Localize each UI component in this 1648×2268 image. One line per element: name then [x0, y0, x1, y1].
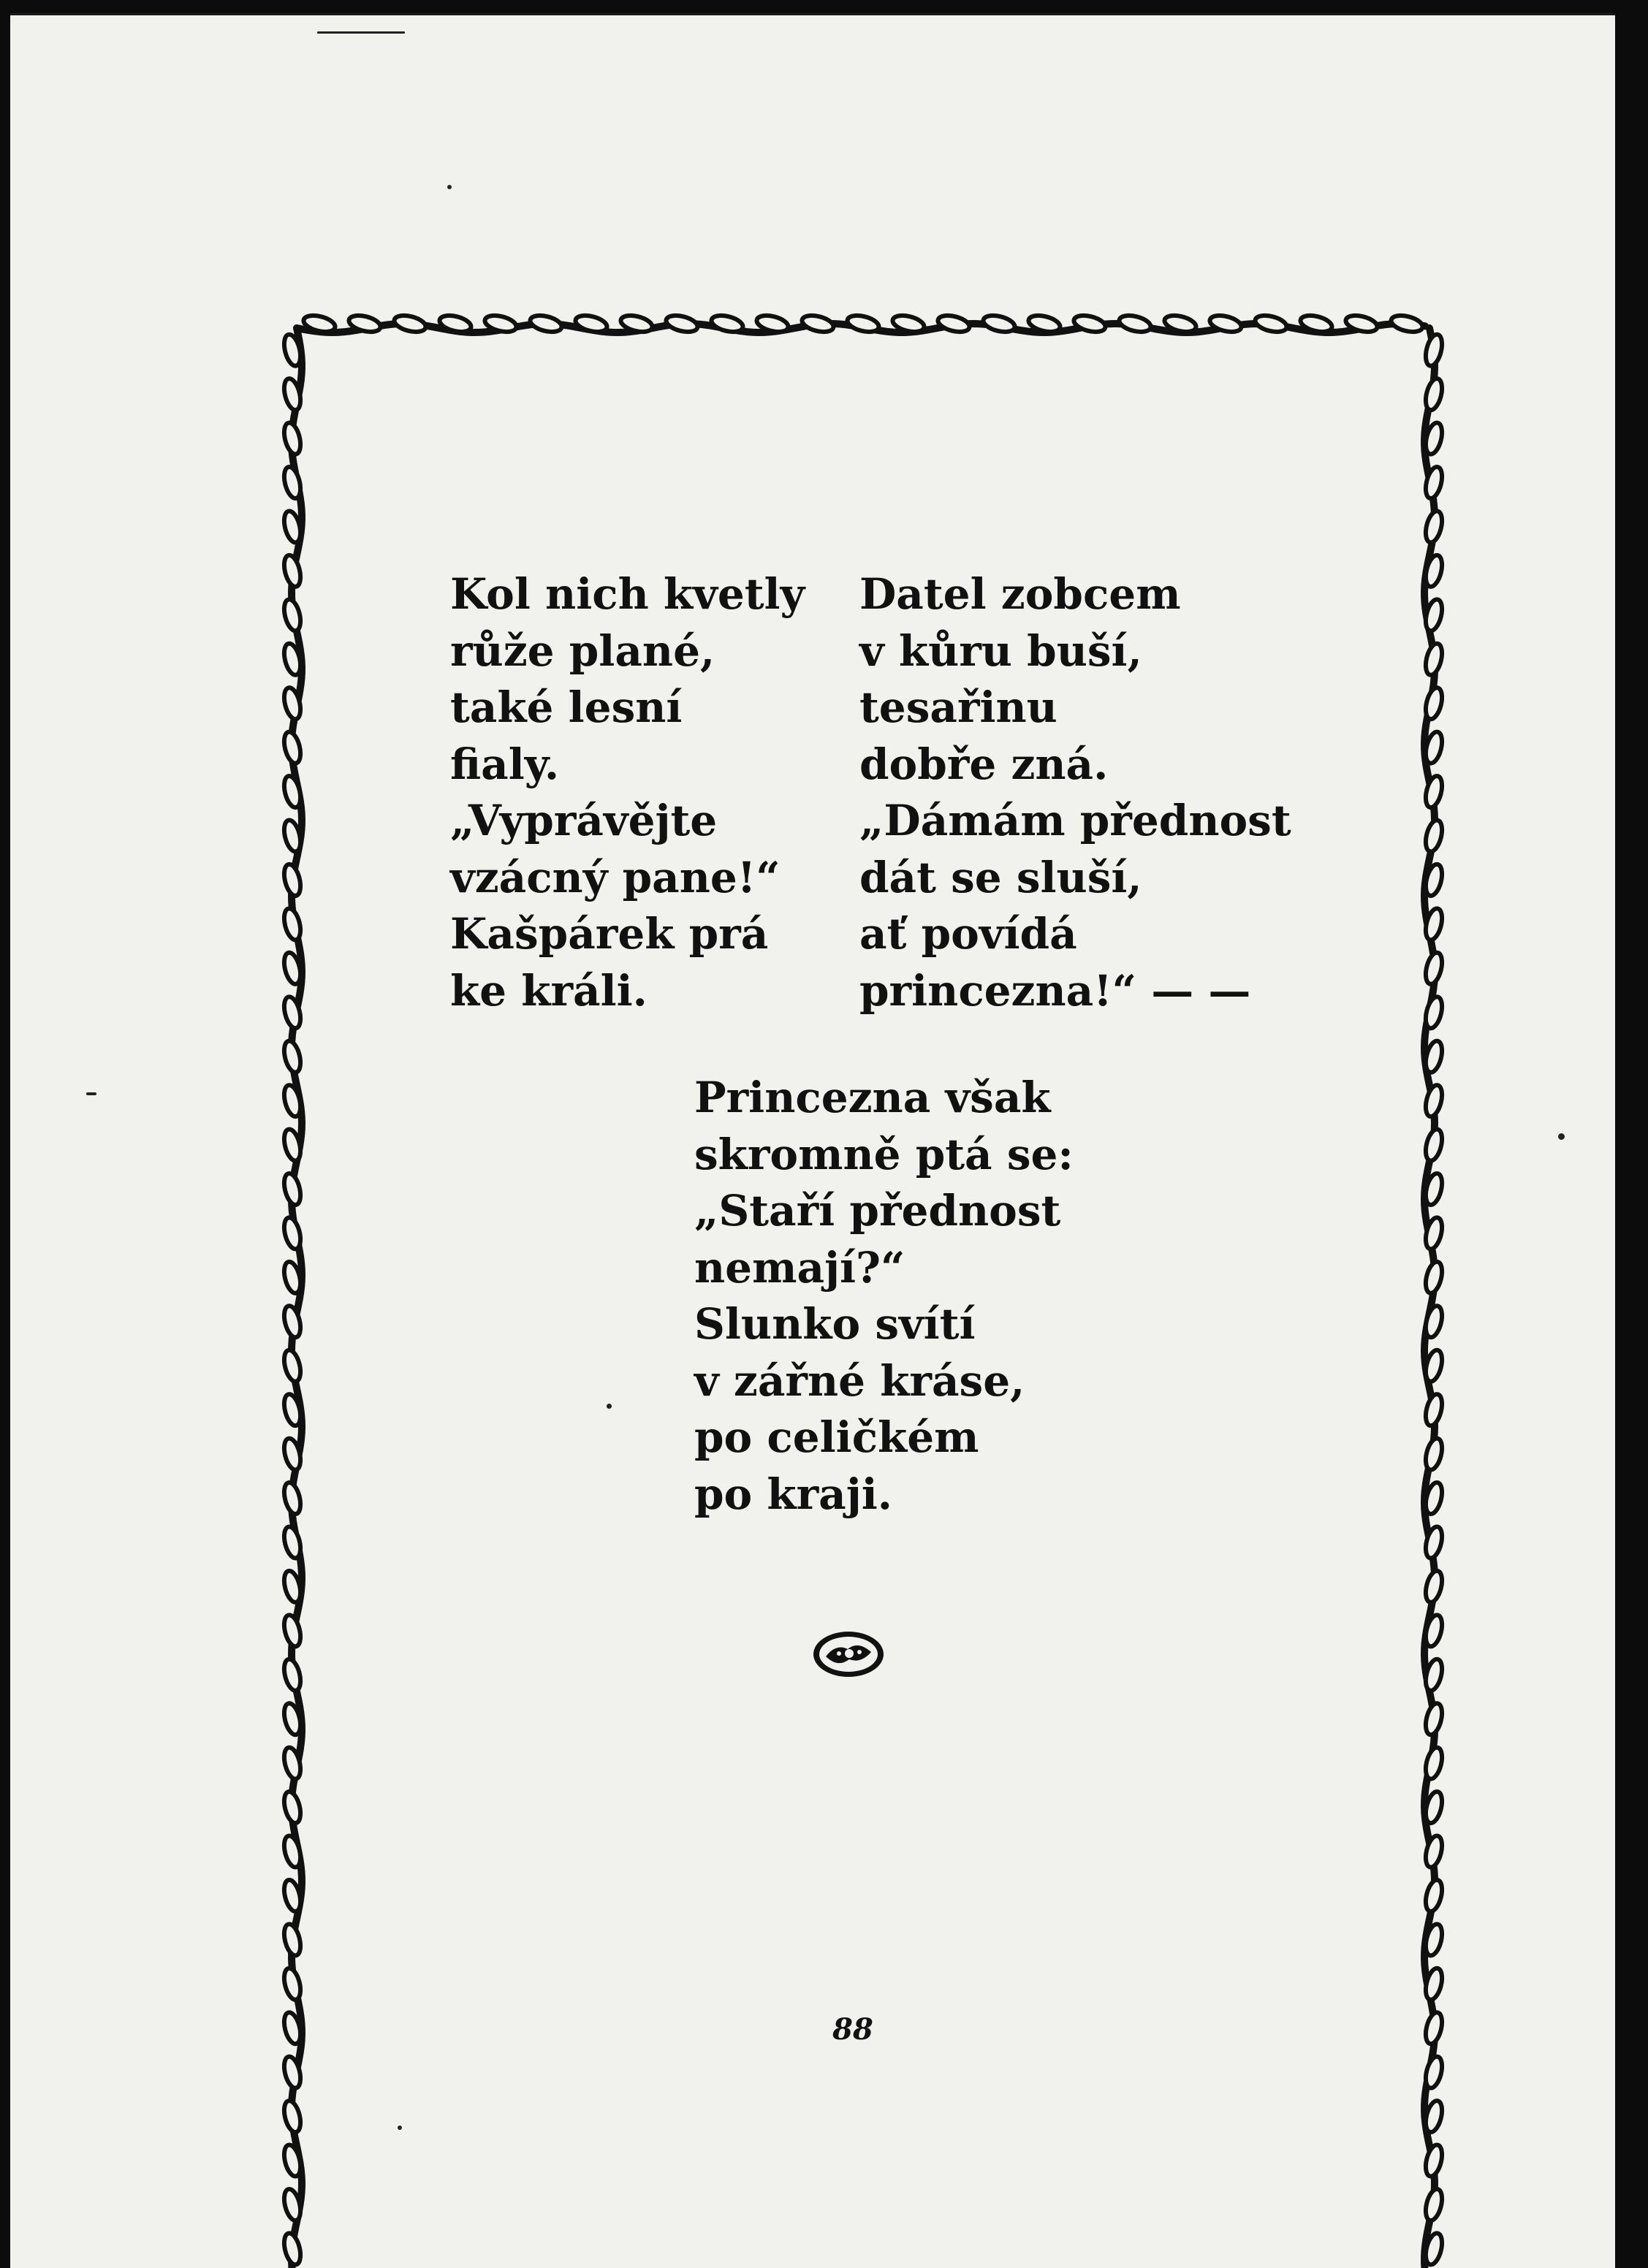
poem-line: „Dámám přednost: [859, 796, 1291, 845]
leaf-icon: [1423, 377, 1445, 412]
leaf-icon: [981, 313, 1017, 335]
leaf-icon: [528, 313, 563, 335]
leaf-icon: [1423, 1436, 1445, 1472]
poem-line: vzácný pane!“: [450, 852, 781, 902]
leaf-icon: [574, 313, 609, 335]
leaf-icon: [846, 313, 881, 335]
leaf-icon: [281, 863, 303, 898]
leaf-icon: [281, 1834, 303, 1869]
leaf-icon: [392, 313, 428, 335]
leaf-icon: [281, 598, 303, 633]
leaf-icon: [281, 907, 303, 942]
poem-line: tesařinu: [859, 682, 1057, 732]
scan-speck: [398, 2126, 402, 2130]
poem-line: v zářné kráse,: [694, 1355, 1025, 1406]
poem-line: Slunko svítí: [694, 1299, 976, 1349]
scan-speck: [86, 1092, 96, 1095]
leaf-icon: [1117, 313, 1153, 335]
leaf-icon: [1423, 642, 1445, 677]
poem-line: v kůru buší,: [859, 625, 1142, 676]
leaf-icon: [281, 1790, 303, 1825]
leaf-icon: [1423, 818, 1445, 853]
scan-speck: [447, 185, 452, 189]
poem-line: dát se sluší,: [859, 852, 1142, 902]
leaf-icon: [281, 775, 303, 810]
book-page: [10, 13, 1615, 2268]
leaf-icon: [1423, 1084, 1445, 1119]
leaf-icon: [800, 313, 835, 335]
leaf-icon: [281, 1216, 303, 1251]
leaf-icon: [281, 730, 303, 765]
leaf-icon: [281, 2099, 303, 2134]
poem-line: „Staří přednost: [694, 1186, 1061, 1236]
poem-line: ke králi.: [450, 965, 648, 1016]
leaf-icon: [281, 421, 303, 456]
leaf-icon: [1423, 1393, 1445, 1428]
scan-speck: [607, 1404, 612, 1409]
leaf-icon: [936, 313, 971, 335]
poem-line: skromně ptá se:: [694, 1129, 1074, 1179]
leaf-icon: [1423, 2055, 1445, 2090]
leaf-icon: [281, 554, 303, 589]
leaf-icon: [281, 1967, 303, 2002]
leaf-icon: [1253, 313, 1288, 335]
leaf-icon: [1423, 1702, 1445, 1737]
poem-line: „Vyprávějte: [450, 796, 718, 845]
poem-line: Princezna však: [694, 1073, 1051, 1122]
leaf-icon: [281, 465, 303, 501]
scan-speck: [317, 31, 405, 34]
poem-center-column: [694, 1070, 1074, 1523]
poem-line: Datel zobcem: [859, 569, 1181, 619]
poem-line: nemají?“: [694, 1242, 905, 1293]
poem-line: Kol nich kvetly: [450, 569, 805, 619]
leaf-icon: [281, 1657, 303, 1692]
leaf-icon: [281, 1348, 303, 1383]
leaf-icon: [1423, 995, 1445, 1030]
poem-right-column: [859, 566, 1291, 1019]
leaf-icon: [1423, 1304, 1445, 1339]
leaf-icon: [1423, 1569, 1445, 1605]
floral-vignette-icon: [810, 1627, 887, 1681]
leaf-icon: [281, 1613, 303, 1648]
poem-line: ať povídá: [859, 909, 1077, 959]
leaf-icon: [1423, 1260, 1445, 1295]
leaf-icon: [1423, 332, 1445, 368]
leaf-icon: [1423, 2011, 1445, 2046]
poem-line: růže plané,: [450, 625, 715, 676]
poem-line: dobře zná.: [859, 739, 1109, 789]
poem-line: princezna!“ — —: [859, 965, 1251, 1016]
poem-line: také lesní: [450, 682, 683, 732]
leaf-icon: [664, 313, 699, 335]
leaf-icon: [281, 1525, 303, 1560]
poem-left-column: [450, 566, 805, 1019]
leaf-icon: [1423, 1746, 1445, 1781]
poem-line: fialy.: [450, 739, 560, 789]
leaf-icon: [281, 2231, 303, 2267]
poem-line: po kraji.: [694, 1469, 892, 1519]
leaf-icon: [281, 1922, 303, 1957]
leaf-icon: [281, 1481, 303, 1516]
leaf-icon: [1389, 313, 1424, 335]
scan-speck: [1558, 1133, 1565, 1140]
leaf-icon: [281, 1039, 303, 1074]
leaf-icon: [1423, 2188, 1445, 2223]
poem-line: Kašpárek prá: [450, 909, 769, 959]
leaf-icon: [1423, 686, 1445, 721]
leaf-icon: [710, 313, 745, 335]
page-number: 88: [832, 2012, 873, 2047]
leaf-icon: [1423, 1879, 1445, 1914]
leaf-icon: [1423, 951, 1445, 986]
leaf-icon: [1423, 2143, 1445, 2178]
leaf-icon: [1423, 1127, 1445, 1162]
leaf-icon: [281, 1172, 303, 1207]
poem-line: po celičkém: [694, 1412, 979, 1462]
leaf-icon: [1423, 509, 1445, 544]
